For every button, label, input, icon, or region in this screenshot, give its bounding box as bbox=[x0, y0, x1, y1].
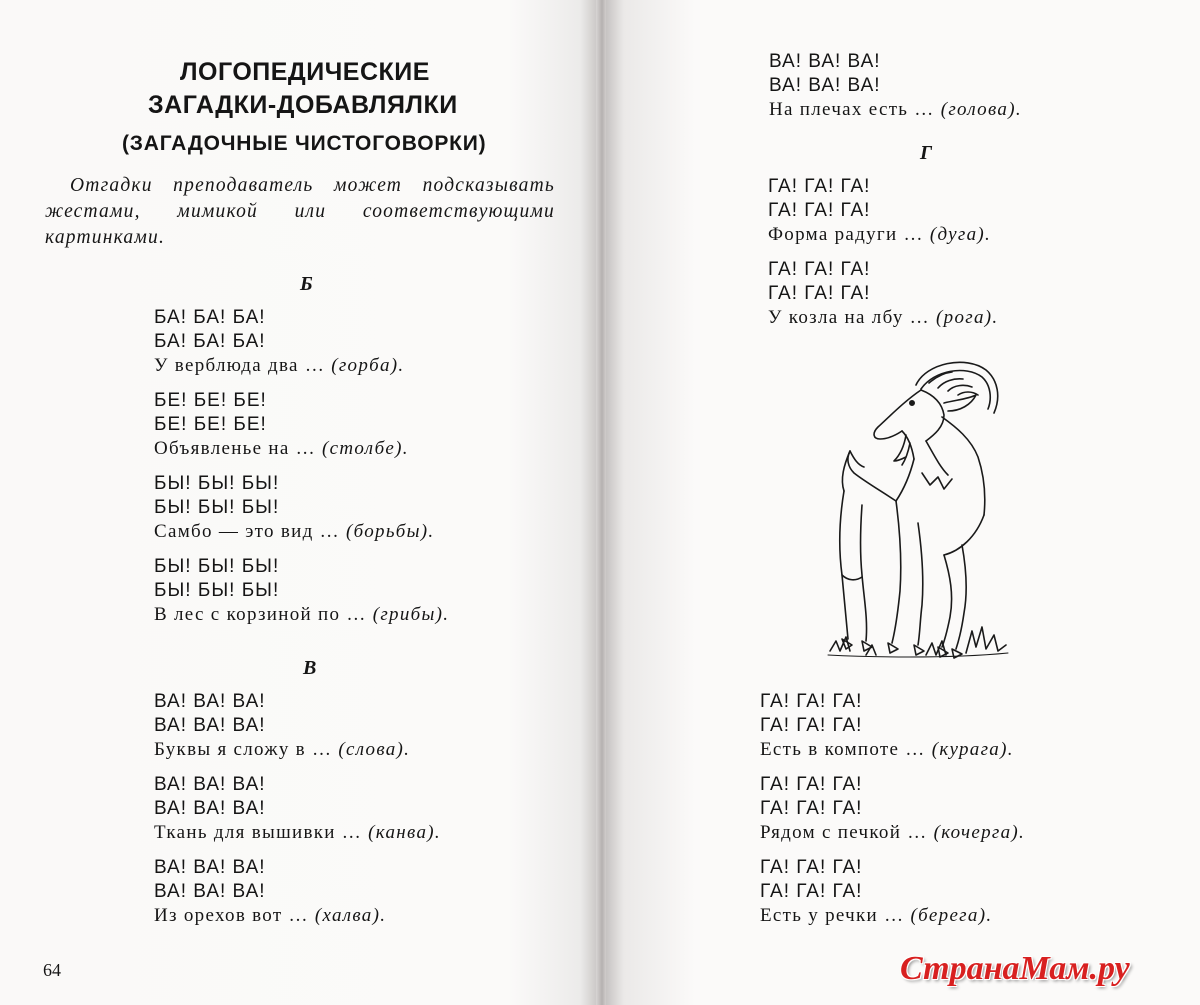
riddle-block bbox=[769, 50, 1022, 122]
chant-line: ГА! ГА! ГА! bbox=[760, 774, 863, 795]
chant-line: ГА! ГА! ГА! bbox=[768, 200, 871, 221]
site-watermark-logo: СтранаМам.ру bbox=[900, 950, 1130, 987]
riddle-line bbox=[760, 821, 1025, 845]
chant-line: БА! БА! БА! bbox=[154, 331, 266, 352]
riddle-answer: (слова). bbox=[338, 739, 411, 760]
chant-line: ГА! ГА! ГА! bbox=[768, 259, 871, 280]
chant-line: ГА! ГА! ГА! bbox=[760, 798, 863, 819]
riddle-block bbox=[154, 690, 410, 762]
chant-line: БЕ! БЕ! БЕ! bbox=[154, 390, 267, 411]
riddle-line bbox=[154, 904, 386, 928]
chant-line: БА! БА! БА! bbox=[154, 307, 266, 328]
chant-line: ГА! ГА! ГА! bbox=[768, 176, 871, 197]
riddle-line bbox=[760, 738, 1014, 762]
chant-line: ВА! ВА! ВА! bbox=[154, 715, 266, 736]
chant-line: ГА! ГА! ГА! bbox=[760, 857, 863, 878]
riddle-block bbox=[154, 472, 434, 544]
riddle-block bbox=[760, 690, 1014, 762]
riddle-question: Из орехов вот … bbox=[154, 905, 309, 926]
riddle-answer: (горба). bbox=[331, 355, 405, 376]
chant-line: БЫ! БЫ! БЫ! bbox=[154, 580, 280, 601]
riddle-line bbox=[154, 520, 434, 544]
riddle-answer: (кочерга). bbox=[933, 822, 1026, 843]
chant-line: ВА! ВА! ВА! bbox=[769, 75, 881, 96]
page-number: 64 bbox=[43, 960, 61, 980]
chant-line: ВА! ВА! ВА! bbox=[154, 774, 266, 795]
riddle-block bbox=[768, 258, 998, 330]
riddle-answer: (рога). bbox=[936, 307, 999, 328]
page-title-line-1: ЛОГОПЕДИЧЕСКИЕ bbox=[180, 58, 430, 86]
riddle-question: У козла на лбу … bbox=[768, 307, 930, 328]
page-title-line-2: ЗАГАДКИ-ДОБАВЛЯЛКИ bbox=[148, 91, 458, 119]
chant-line: ВА! ВА! ВА! bbox=[769, 51, 881, 72]
chant-line: БЫ! БЫ! БЫ! bbox=[154, 497, 280, 518]
riddle-block bbox=[154, 389, 409, 461]
riddle-line bbox=[769, 98, 1022, 122]
riddle-question: Форма радуги … bbox=[768, 224, 924, 245]
chant-line: БЕ! БЕ! БЕ! bbox=[154, 414, 267, 435]
intro-paragraph bbox=[45, 173, 555, 251]
riddle-line bbox=[760, 904, 992, 928]
riddle-block bbox=[768, 175, 991, 247]
riddle-question: Буквы я сложу в … bbox=[154, 739, 333, 760]
riddle-answer: (халва). bbox=[314, 905, 387, 926]
chant-line: ВА! ВА! ВА! bbox=[154, 857, 266, 878]
chant-line: ГА! ГА! ГА! bbox=[768, 283, 871, 304]
section-letter-v: В bbox=[303, 657, 317, 679]
section-letter-b: Б bbox=[300, 273, 313, 295]
riddle-block bbox=[154, 856, 386, 928]
riddle-line bbox=[154, 738, 410, 762]
chant-line: ВА! ВА! ВА! bbox=[154, 881, 266, 902]
riddle-question: Самбо — это вид … bbox=[154, 521, 340, 542]
riddle-line bbox=[154, 437, 409, 461]
goat-drawing-icon bbox=[826, 355, 1011, 660]
riddle-answer: (столбе). bbox=[322, 438, 409, 459]
riddle-block bbox=[154, 306, 404, 378]
chant-line: БЫ! БЫ! БЫ! bbox=[154, 556, 280, 577]
riddle-question: Рядом с печкой … bbox=[760, 822, 928, 843]
chant-line: ГА! ГА! ГА! bbox=[760, 881, 863, 902]
riddle-question: У верблюда два … bbox=[154, 355, 326, 376]
chant-line: ГА! ГА! ГА! bbox=[760, 715, 863, 736]
riddle-question: В лес с корзиной по … bbox=[154, 604, 367, 625]
riddle-answer: (канва). bbox=[368, 822, 441, 843]
riddle-answer: (борьбы). bbox=[345, 521, 435, 542]
riddle-answer: (берега). bbox=[910, 905, 993, 926]
riddle-line bbox=[154, 354, 404, 378]
chant-line: ВА! ВА! ВА! bbox=[154, 691, 266, 712]
riddle-block bbox=[760, 773, 1025, 845]
riddle-answer: (голова). bbox=[940, 99, 1022, 120]
section-letter-g: Г bbox=[920, 142, 933, 164]
riddle-question: Ткань для вышивки … bbox=[154, 822, 363, 843]
riddle-question: Есть в компоте … bbox=[760, 739, 926, 760]
chant-line: ГА! ГА! ГА! bbox=[760, 691, 863, 712]
riddle-block bbox=[760, 856, 992, 928]
riddle-line bbox=[154, 603, 449, 627]
riddle-answer: (дуга). bbox=[929, 224, 992, 245]
riddle-block bbox=[154, 555, 449, 627]
riddle-question: Объявленье на … bbox=[154, 438, 316, 459]
chant-line: БЫ! БЫ! БЫ! bbox=[154, 473, 280, 494]
intro-text: Отгадки преподаватель может подсказывать жестами, мимикой или соответствующими картинками. bbox=[45, 175, 555, 248]
chant-line: ВА! ВА! ВА! bbox=[154, 798, 266, 819]
riddle-line bbox=[768, 306, 998, 330]
riddle-line bbox=[768, 223, 991, 247]
riddle-answer: (грибы). bbox=[372, 604, 450, 625]
riddle-line bbox=[154, 821, 441, 845]
riddle-answer: (курага). bbox=[931, 739, 1014, 760]
page-subtitle: (ЗАГАДОЧНЫЕ ЧИСТОГОВОРКИ) bbox=[122, 132, 487, 155]
riddle-block bbox=[154, 773, 441, 845]
riddle-question: На плечах есть … bbox=[769, 99, 935, 120]
riddle-question: Есть у речки … bbox=[760, 905, 905, 926]
